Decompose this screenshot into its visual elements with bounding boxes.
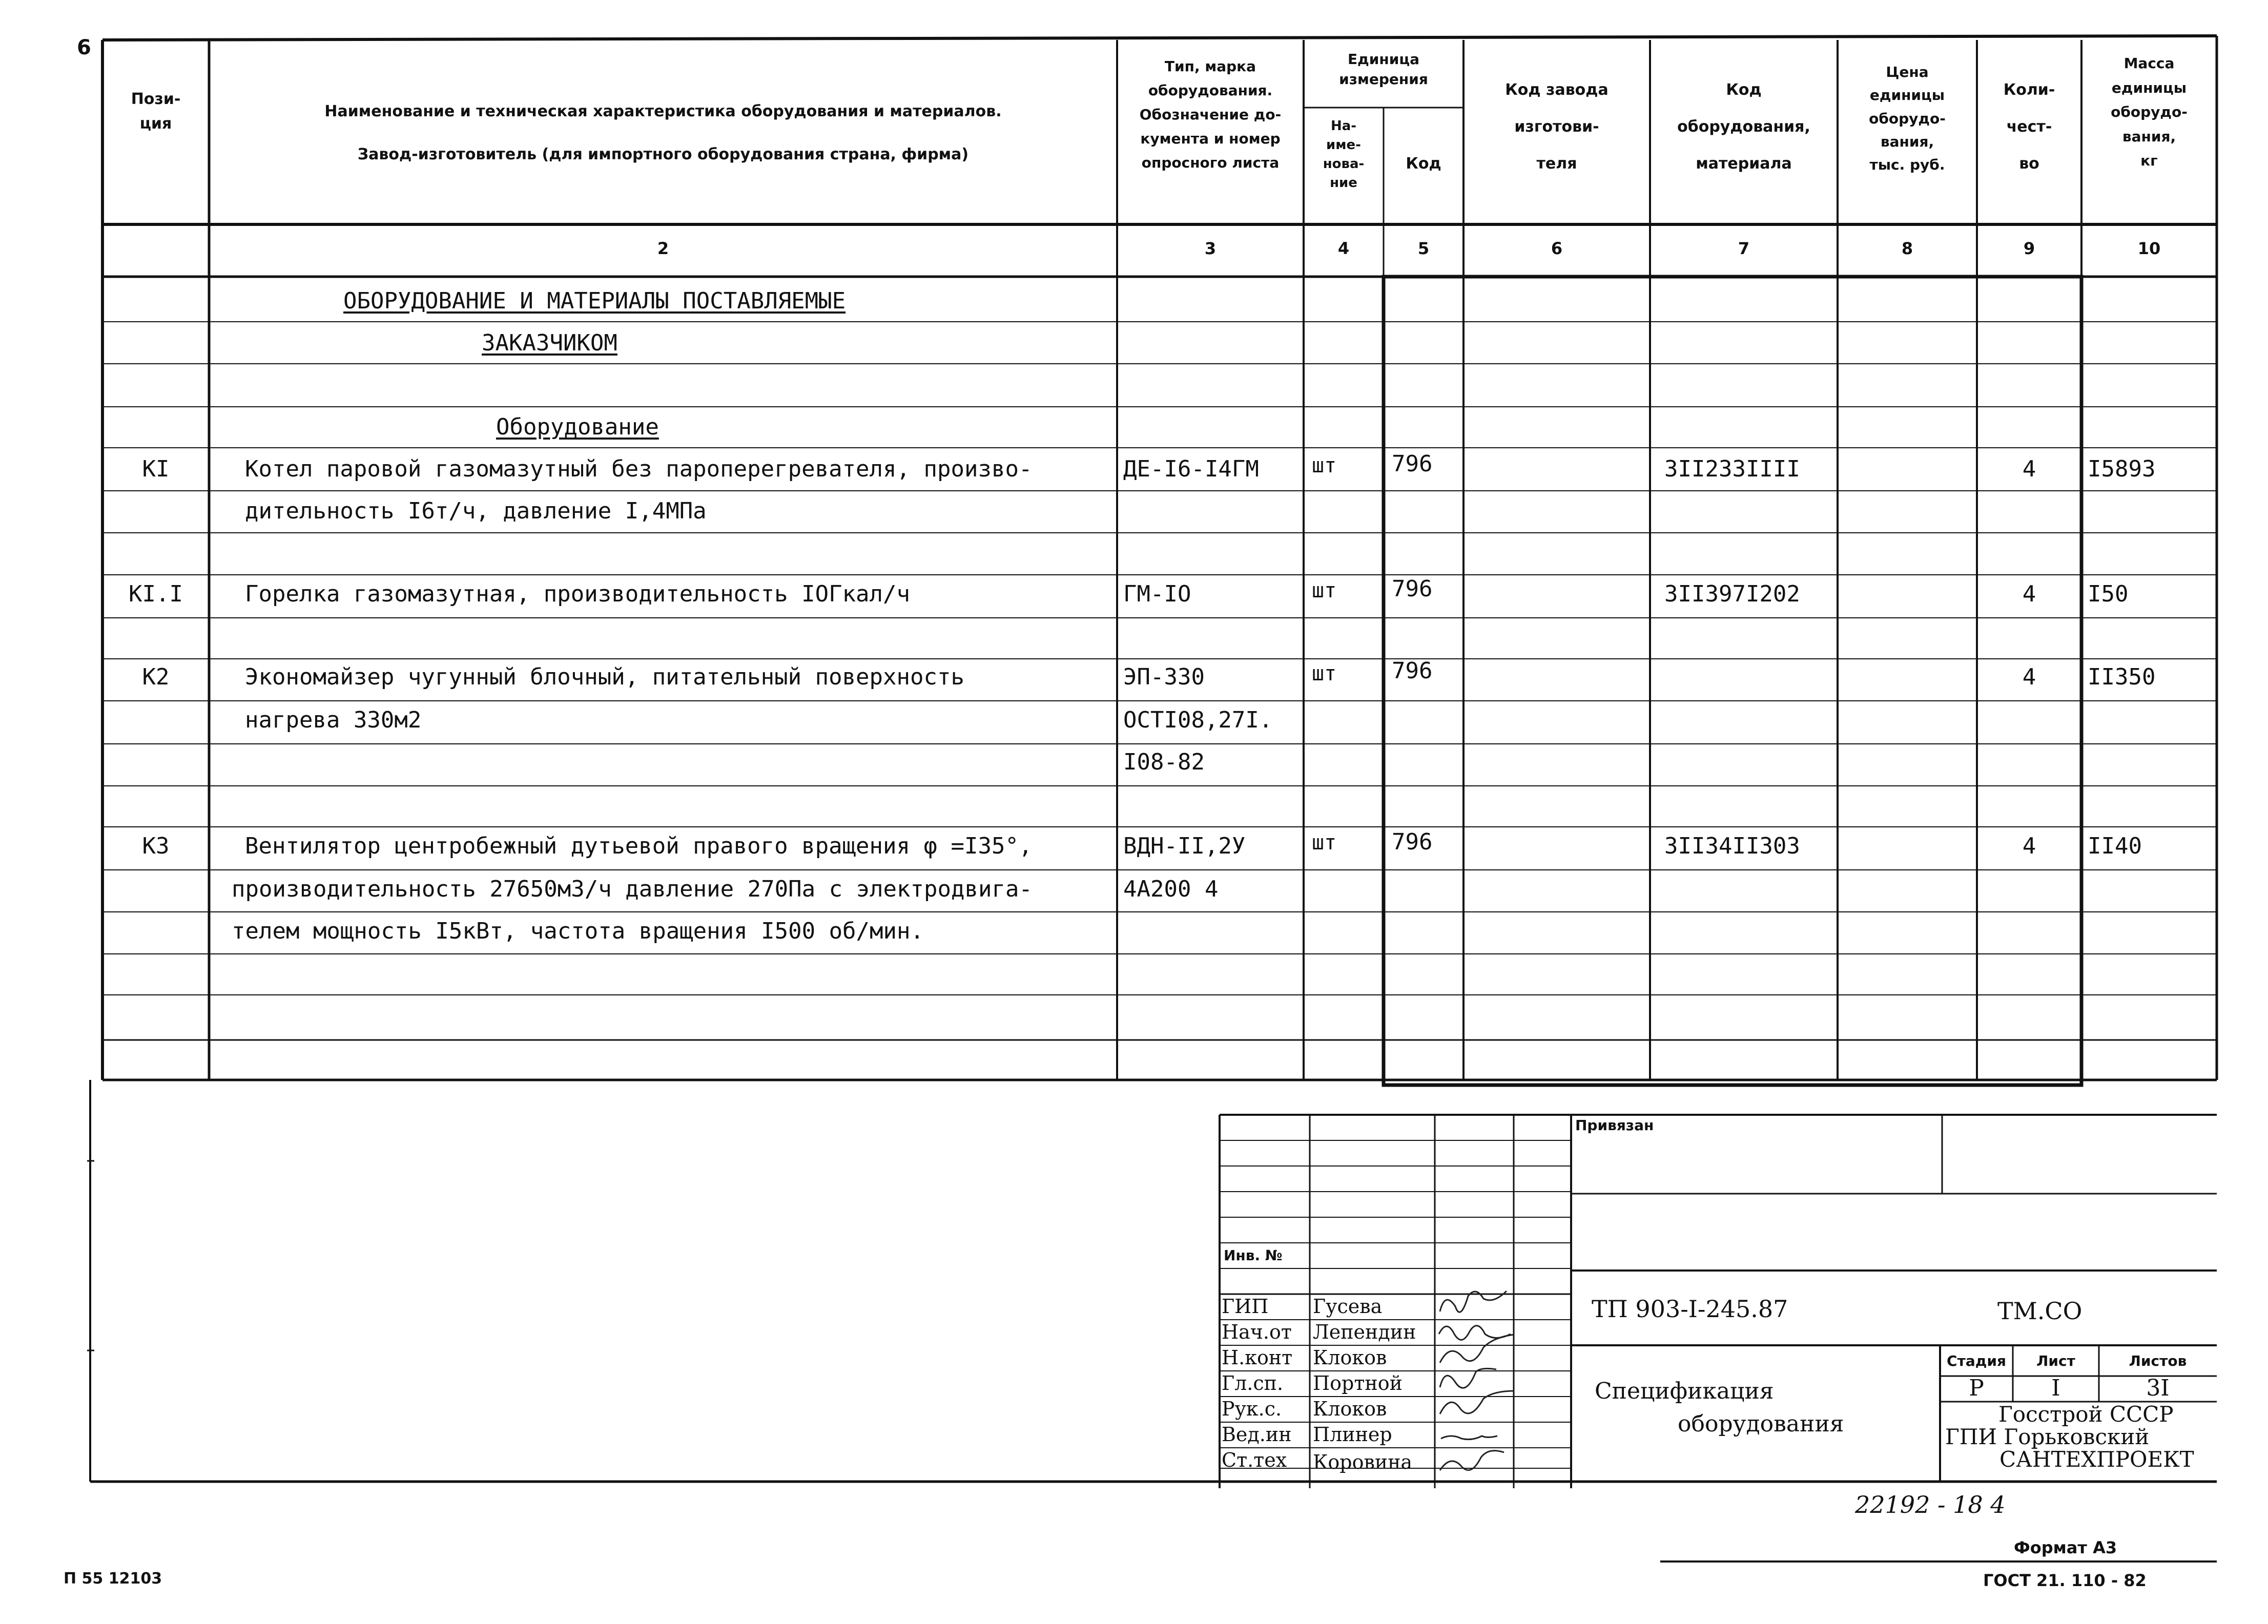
row-k3-position: К3 <box>142 833 170 859</box>
row-k3-unit: шт <box>1312 831 1337 855</box>
row-k1-unit: шт <box>1312 454 1337 477</box>
row-k1-1-position: КI.I <box>129 581 183 607</box>
row-k2-type: ЭП-330 <box>1123 664 1205 690</box>
gost-label: ГОСТ 21. 110 - 82 <box>1983 1571 2147 1590</box>
header-col5: Код <box>1406 155 1441 173</box>
row-k1-1-unit: шт <box>1312 579 1337 602</box>
staff-role: Н.конт <box>1222 1346 1293 1369</box>
row-k1-1-name: Горелка газомазутная, производительность IОГкал/ч <box>245 581 911 607</box>
col-number-2: 2 <box>657 239 669 258</box>
page-number: 6 <box>77 36 91 59</box>
col-number-10: 10 <box>2137 239 2161 258</box>
document-code: ТП 903-I-245.87 <box>1592 1295 1788 1323</box>
stage-value: Р <box>1969 1375 1984 1401</box>
col-number-3: 3 <box>1204 239 1217 258</box>
staff-role: Гл.сп. <box>1222 1372 1284 1394</box>
row-k1-1-quantity: 4 <box>2022 581 2036 607</box>
sheet-value: I <box>2051 1375 2060 1401</box>
col-number-5: 5 <box>1417 239 1430 258</box>
staff-name: Лепендин <box>1313 1321 1416 1343</box>
organization-line1: Госстрой СССР <box>1998 1402 2174 1427</box>
inventory-number-label: Инв. № <box>1224 1247 1283 1264</box>
col-number-4: 4 <box>1337 239 1350 258</box>
header-col3: Тип, марка оборудования. Обозначение до- кумента и номер опросного листа <box>1139 58 1282 172</box>
header-col8: Цена единицы оборудо- вания, тыс. руб. <box>1869 64 1946 174</box>
row-k1-1-unit-code: 796 <box>1392 576 1433 602</box>
header-col9: Коли- чест- во <box>2003 81 2055 173</box>
staff-name: Клоков <box>1313 1398 1387 1420</box>
row-k3-type-line2: 4А200 4 <box>1123 876 1219 902</box>
row-k2-unit-code: 796 <box>1392 658 1433 684</box>
row-k3-type: ВДН-II,2У <box>1123 833 1246 859</box>
staff-name: Плинер <box>1313 1423 1392 1446</box>
header-col10: Масса единицы оборудо- вания, кг <box>2111 55 2188 170</box>
row-k2-type-line2: ОСТI08,27I. <box>1123 707 1273 733</box>
organization-line3: САНТЕХПРОЕКТ <box>1999 1447 2194 1472</box>
header-col1: Пози- ция <box>131 90 181 133</box>
section-title-line1: ОБОРУДОВАНИЕ И МАТЕРИАЛЫ ПОСТАВЛЯЕМЫЕ <box>343 288 846 314</box>
row-k2-quantity: 4 <box>2022 664 2036 690</box>
staff-role: Вед.ин <box>1222 1423 1292 1446</box>
row-k2-position: К2 <box>142 664 170 690</box>
row-k1-name-line1: Котел паровой газомазутный без пароперегревателя, произво- <box>245 456 1033 482</box>
organization-line2: ГПИ Горьковский <box>1945 1424 2150 1449</box>
stage-label: Стадия <box>1947 1352 2006 1369</box>
staff-role: Нач.от <box>1222 1321 1292 1343</box>
document-title-line2: оборудования <box>1678 1411 1844 1437</box>
row-k1-equipment-code: 3II233IIII <box>1664 456 1800 482</box>
staff-role: ГИП <box>1222 1295 1269 1318</box>
row-k2-mass: II350 <box>2088 664 2156 690</box>
row-k3-mass: II40 <box>2088 833 2142 859</box>
row-k2-unit: шт <box>1312 662 1337 685</box>
footer-left-code: П 55 12103 <box>64 1570 162 1588</box>
col-number-9: 9 <box>2023 239 2035 258</box>
header-col7: Код оборудования, материала <box>1677 81 1810 173</box>
document-mark: ТМ.СО <box>1997 1297 2083 1325</box>
row-k1-1-mass: I50 <box>2088 581 2129 607</box>
header-unit-group: Единица измерения <box>1339 51 1428 88</box>
row-k1-1-type: ГМ-IО <box>1123 581 1191 607</box>
sheet-label: Лист <box>2036 1352 2075 1369</box>
document-title-line1: Спецификация <box>1595 1378 1774 1404</box>
staff-name: Клоков <box>1313 1346 1387 1369</box>
row-k2-name-line2: нагрева 330м2 <box>245 707 422 733</box>
row-k1-position: КI <box>142 456 170 482</box>
sheets-value: 3I <box>2146 1375 2170 1401</box>
col-number-6: 6 <box>1551 239 1563 258</box>
privyazan-label: Привязан <box>1575 1117 1654 1134</box>
row-k1-quantity: 4 <box>2022 456 2036 482</box>
row-k2-type-line3: I08-82 <box>1123 749 1205 775</box>
row-k1-1-equipment-code: 3II397I202 <box>1664 581 1800 607</box>
staff-role: Ст.тех <box>1222 1449 1287 1471</box>
header-col4: На- име- нова- ние <box>1323 118 1365 191</box>
row-k3-quantity: 4 <box>2022 833 2036 859</box>
col-number-7: 7 <box>1738 239 1750 258</box>
subsection-title: Оборудование <box>496 414 659 440</box>
sheets-label: Листов <box>2129 1352 2187 1369</box>
row-k3-equipment-code: 3II34II303 <box>1664 833 1800 859</box>
handwritten-archive-number: 22192 - 18 4 <box>1855 1491 2006 1518</box>
row-k3-unit-code: 796 <box>1392 829 1433 855</box>
staff-name: Портной <box>1313 1372 1403 1394</box>
row-k1-unit-code: 796 <box>1392 451 1433 477</box>
staff-role: Рук.с. <box>1222 1398 1282 1420</box>
header-col6: Код завода изготови- теля <box>1505 81 1609 173</box>
row-k3-name-line1: Вентилятор центробежный дутьевой правого вращения φ =I35°, <box>245 833 1033 859</box>
row-k1-type: ДЕ-I6-I4ГМ <box>1123 456 1259 482</box>
staff-name: Коровина <box>1313 1451 1413 1473</box>
header-col2: Наименование и техническая характеристика оборудования и материалов. Завод-изготовитель (для импортного оборудования страна, фирма) <box>324 102 1002 163</box>
col-number-8: 8 <box>1901 239 1913 258</box>
row-k2-name-line1: Экономайзер чугунный блочный, питательный поверхность <box>245 664 964 690</box>
section-title-line2: ЗАКАЗЧИКОМ <box>482 330 617 356</box>
row-k1-name-line2: дительность I6т/ч, давление I,4МПа <box>245 498 707 524</box>
row-k3-name-line3: телем мощность I5кВт, частота вращения I500 об/мин. <box>232 918 924 944</box>
staff-name: Гусева <box>1313 1295 1383 1318</box>
row-k1-mass: I5893 <box>2088 456 2156 482</box>
format-label: Формат А3 <box>2014 1538 2117 1557</box>
row-k3-name-line2: производительность 27650м3/ч давление 270Па с электродвига- <box>232 876 1033 902</box>
